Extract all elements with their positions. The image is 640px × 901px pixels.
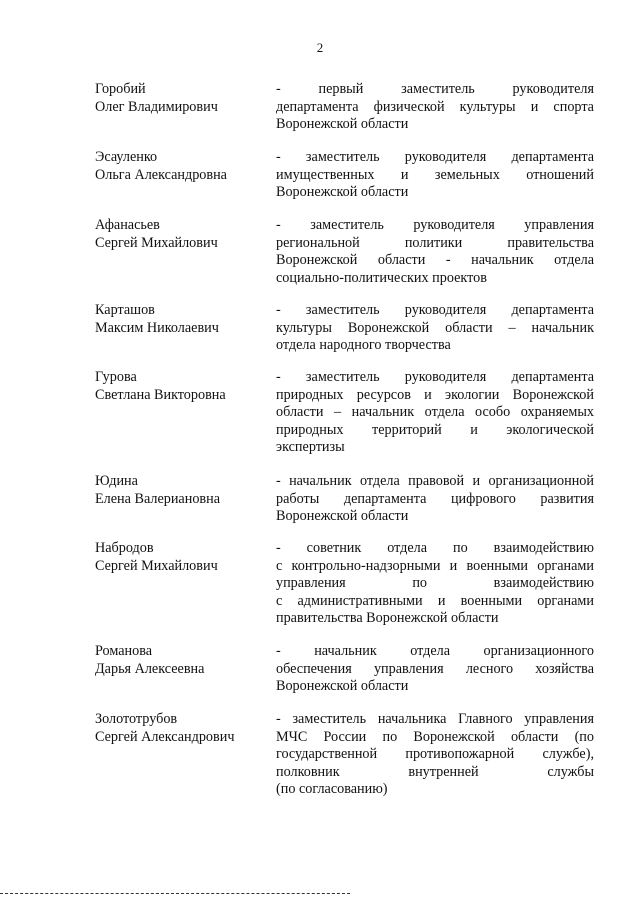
member-name <box>95 81 270 116</box>
position-line: Воронежской области <box>276 184 409 200</box>
position-line: - заместитель начальника Главного управления <box>276 711 594 727</box>
member-surname: Гурова <box>95 369 137 385</box>
member-given-name: Ольга Александровна <box>95 166 227 183</box>
member-name <box>95 369 270 404</box>
position-line: - заместитель руководителя департамента <box>276 149 594 165</box>
member-position <box>276 149 594 202</box>
position-line: имущественных и земельных отношений <box>276 166 594 183</box>
position-line: (по согласованию) <box>276 781 388 797</box>
position-line: полковник внутренней службы <box>276 763 594 780</box>
position-line: - начальник отдела организационного <box>276 643 594 659</box>
position-line: природных ресурсов и экологии Воронежской <box>276 386 594 403</box>
member-name <box>95 643 270 678</box>
page-number: 2 <box>316 40 324 55</box>
position-line: - заместитель руководителя департамента <box>276 369 594 385</box>
member-surname: Набродов <box>95 540 154 556</box>
member-position <box>276 302 594 355</box>
member-surname: Эсауленко <box>95 149 158 165</box>
member-surname: Горобий <box>95 81 146 97</box>
member-position <box>276 711 594 799</box>
member-name <box>95 473 270 508</box>
position-line: природных территорий и экологической <box>276 421 594 438</box>
member-position <box>276 369 594 457</box>
member-surname: Афанасьев <box>95 217 160 233</box>
position-line: Воронежской области <box>276 678 409 694</box>
member-position <box>276 217 594 287</box>
member-given-name: Олег Владимирович <box>95 98 218 115</box>
member-name <box>95 711 270 746</box>
member-given-name: Максим Николаевич <box>95 319 219 336</box>
position-line: государственной противопожарной службе), <box>276 746 594 762</box>
position-line: Воронежской области - начальник отдела <box>276 252 594 268</box>
member-surname: Юдина <box>95 473 138 489</box>
member-position <box>276 473 594 526</box>
position-line: работы департамента цифрового развития <box>276 490 594 507</box>
position-line: с административными и военными органами <box>276 592 594 609</box>
position-line: отдела народного творчества <box>276 337 451 353</box>
position-line: правительства Воронежской области <box>276 610 499 626</box>
position-line: - советник отдела по взаимодействию <box>276 540 594 556</box>
member-name <box>95 217 270 252</box>
position-line: Воронежской области <box>276 116 409 132</box>
member-name <box>95 540 270 575</box>
position-line: области – начальник отдела особо охраняемых <box>276 404 594 420</box>
member-given-name: Дарья Алексеевна <box>95 660 205 677</box>
member-position <box>276 540 594 628</box>
position-line: управления по взаимодействию <box>276 575 594 591</box>
member-given-name: Сергей Александрович <box>95 728 235 745</box>
member-given-name: Сергей Михайлович <box>95 234 218 251</box>
position-line: - начальник отдела правовой и организационной <box>276 473 594 489</box>
member-name <box>95 149 270 184</box>
member-position <box>276 643 594 696</box>
position-line: обеспечения управления лесного хозяйства <box>276 660 594 677</box>
member-given-name: Елена Валериановна <box>95 490 220 507</box>
member-given-name: Сергей Михайлович <box>95 557 218 574</box>
member-given-name: Светлана Викторовна <box>95 386 226 403</box>
footer-divider <box>0 893 350 894</box>
position-line: МЧС России по Воронежской области (по <box>276 728 594 745</box>
position-line: - заместитель руководителя управления <box>276 217 594 233</box>
position-line: - первый заместитель руководителя <box>276 81 594 97</box>
member-name <box>95 302 270 337</box>
position-line: социально-политических проектов <box>276 269 487 286</box>
member-surname: Романова <box>95 643 153 659</box>
position-line: Воронежской области <box>276 508 409 524</box>
position-line: с контрольно-надзорными и военными органами <box>276 557 594 574</box>
member-position <box>276 81 594 134</box>
position-line: экспертизы <box>276 439 345 455</box>
member-surname: Карташов <box>95 302 155 318</box>
member-surname: Золототрубов <box>95 711 178 727</box>
position-line: - заместитель руководителя департамента <box>276 302 594 318</box>
position-line: региональной политики правительства <box>276 234 594 251</box>
position-line: департамента физической культуры и спорта <box>276 98 594 115</box>
position-line: культуры Воронежской области – начальник <box>276 319 594 336</box>
